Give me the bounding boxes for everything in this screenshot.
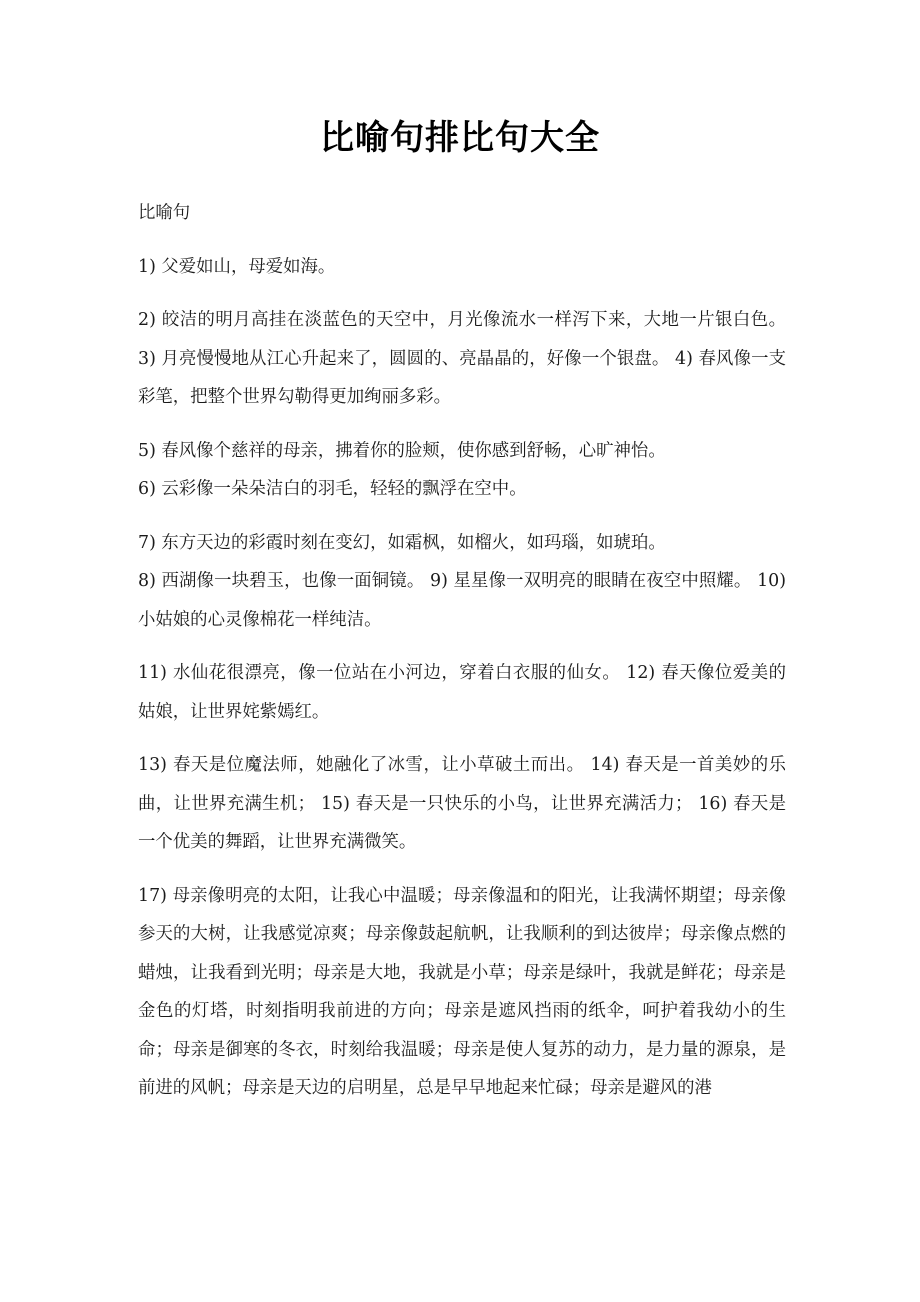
sentence: 7) 东方天边的彩霞时刻在变幻，如霜枫，如榴火，如玛瑙，如琥珀。 bbox=[138, 532, 666, 553]
sentence: 8) 西湖像一块碧玉，也像一面铜镜。 bbox=[138, 571, 425, 591]
paragraph-6 bbox=[138, 562, 786, 639]
sentence: 10) 小姑娘的心灵像棉花一样纯洁。 bbox=[138, 571, 786, 630]
sentence: 9) 星星像一双明亮的眼睛在夜空中照耀。 bbox=[430, 571, 752, 591]
sentence: 6) 云彩像一朵朵洁白的羽毛，轻轻的飘浮在空中。 bbox=[138, 479, 527, 499]
paragraph-8 bbox=[138, 746, 786, 862]
sentence: 4) 春风像一支彩笔，把整个世界勾勒得更加绚丽多彩。 bbox=[138, 348, 786, 407]
sentence: 17) 母亲像明亮的太阳，让我心中温暖；母亲像温和的阳光，让我满怀期望；母亲像参天的大树，让我感觉凉爽；母亲像鼓起航帆，让我顺利的到达彼岸；母亲像点燃的蜡烛，让我看到光明；母亲是大地，我就是小草；母亲是绿叶，我就是鲜花；母亲是金色的灯塔，时刻指明我前进的方向；母亲是遮风挡雨的纸伞，呵护着我幼小的生命；母亲是御寒的冬衣，时刻给我温暖；母亲是使人复苏的动力，是力量的源泉，是前进的风帆；母亲是天边的启明星，总是早早地起来忙碌；母亲是避风的港 bbox=[138, 885, 786, 1098]
sentence: 13) 春天是位魔法师，她融化了冰雪，让小草破土而出。 bbox=[138, 755, 585, 775]
sentence: 16) 春天是一个优美的舞蹈，让世界充满微笑。 bbox=[138, 793, 787, 852]
paragraph-9 bbox=[138, 877, 786, 1108]
sentence: 3) 月亮慢慢地从江心升起来了，圆圆的、亮晶晶的，好像一个银盘。 bbox=[138, 348, 670, 369]
sentence: 15) 春天是一只快乐的小鸟，让世界充满活力； bbox=[320, 793, 693, 814]
document-title: 比喻句排比句大全 bbox=[320, 118, 600, 158]
section-heading: 比喻句 bbox=[138, 203, 191, 223]
paragraph-4 bbox=[138, 470, 786, 509]
sentence: 2) 皎洁的明月高挂在淡蓝色的天空中，月光像流水一样泻下来，大地一片银白色。 bbox=[138, 310, 786, 330]
paragraph-7 bbox=[138, 654, 786, 731]
paragraph-1 bbox=[138, 248, 786, 287]
document-body bbox=[138, 194, 786, 1123]
paragraph-5 bbox=[138, 524, 786, 563]
paragraph-2 bbox=[138, 301, 786, 417]
sentence: 5) 春风像个慈祥的母亲，拂着你的脸颊，使你感到舒畅，心旷神怡。 bbox=[138, 440, 666, 461]
paragraph-3 bbox=[138, 432, 786, 471]
sentence: 14) 春天是一首美妙的乐曲，让世界充满生机； bbox=[138, 755, 786, 814]
sentence: 11) 水仙花很漂亮，像一位站在小河边，穿着白衣服的仙女。 bbox=[138, 663, 621, 683]
sentence: 1) 父爱如山，母爱如海。 bbox=[138, 256, 336, 277]
sentence: 12) 春天像位爱美的姑娘，让世界姹紫嫣红。 bbox=[138, 663, 786, 722]
